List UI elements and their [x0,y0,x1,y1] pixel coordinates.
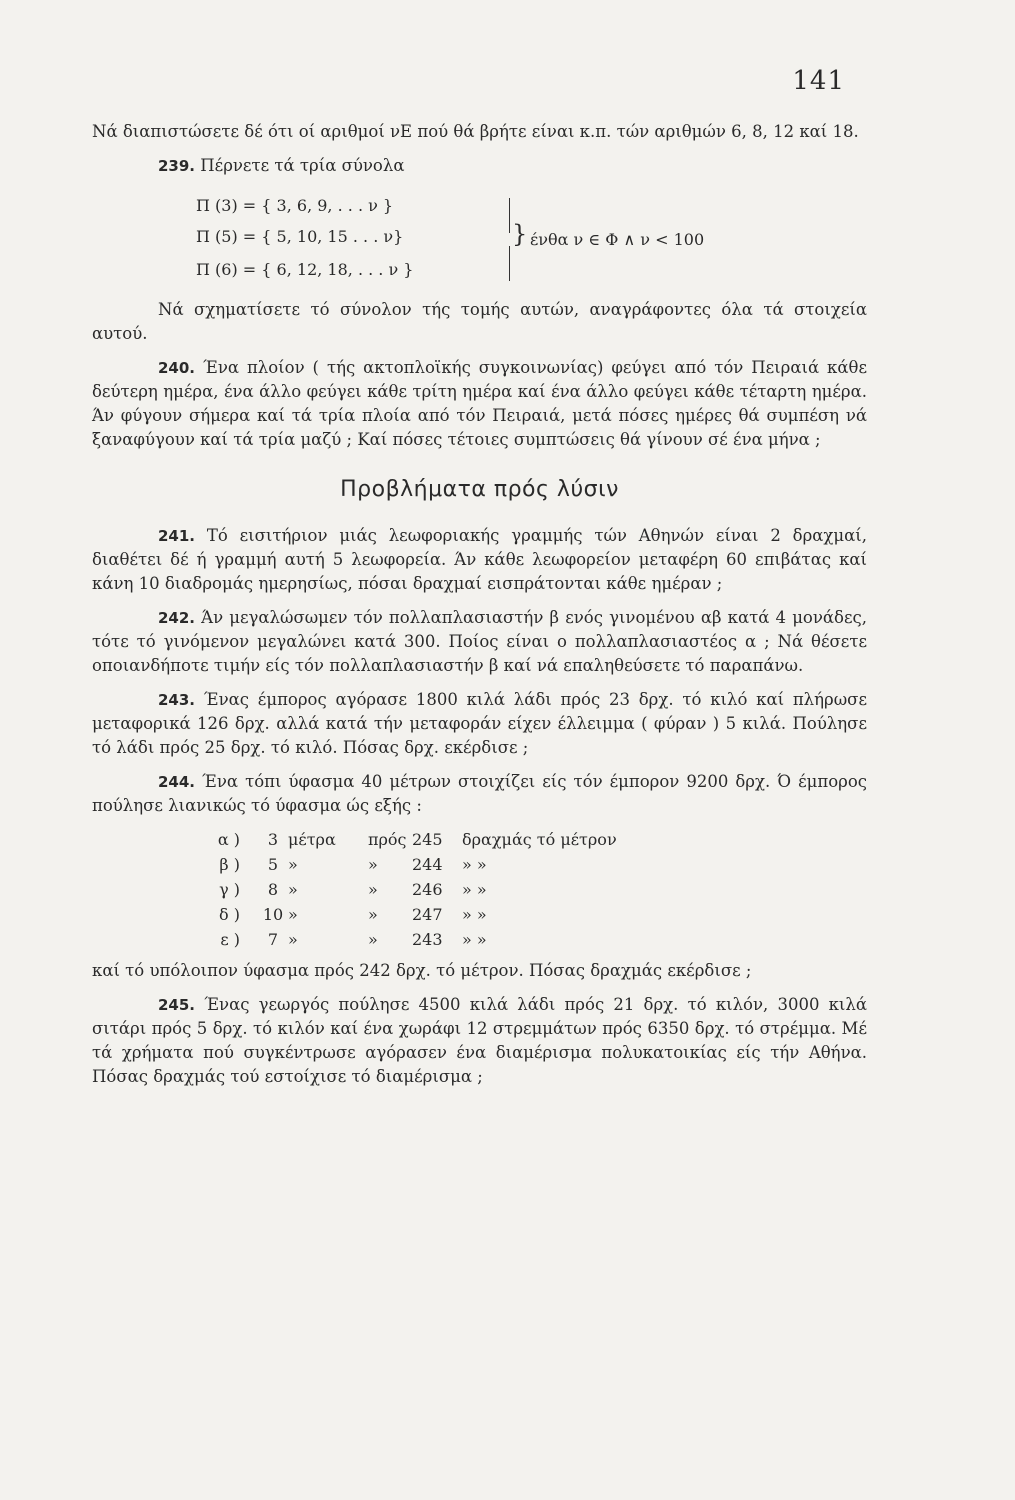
problem-text: Πέρνετε τά τρία σύνολα [200,156,405,175]
problem-number: 240. [158,359,196,377]
problem-text: Ένας έμπορος αγόρασε 1800 κιλά λάδι πρός 23 δρχ. τό κιλό καί πλήρωσε μεταφορικά 126 δρχ. αλλά κατά τήν μεταφοράν είχεν έλλειμμα ( φύραν ) 5 κιλά. Πούλησε τό λάδι πρός 25 δρχ. τό κιλό. Πόσας δρχ. εκέρδισε ; [92,690,867,757]
problem-243 [92,688,867,760]
problem-number: 245. [158,996,196,1014]
price-row: δ ) 10 » » 247 » » [219,905,487,924]
problem-239 [92,154,867,346]
page-number: 141 [792,66,845,96]
set-condition: ένθα ν ∈ Φ ∧ ν < 100 [530,230,705,249]
brace-line [509,246,510,281]
set-row: Π (5) = { 5, 10, 15 . . . ν} [196,227,404,246]
problem-number: 243. [158,691,196,709]
price-row: ε ) 7 » » 243 » » [220,930,487,949]
brace-line [509,198,510,233]
price-row: β ) 5 » » 244 » » [219,855,487,874]
problem-text: Άν μεγαλώσωμεν τόν πολλαπλασιαστήν β ενός γινομένου αβ κατά 4 μονάδες, τότε τό γινόμενον μεγαλώνει κατά 300. Ποίος είναι ο πολλαπλασιαστέος α ; Νά θέσετε οποιανδήποτε τιμήν είς τόν πολλαπλασιαστήν β καί νά επαληθεύσετε τό παραπάνω. [92,608,867,675]
set-definitions [92,188,867,288]
brace-tip: } [512,220,528,248]
problem-240 [92,356,867,452]
set-row: Π (6) = { 6, 12, 18, . . . ν } [196,260,414,279]
set-row: Π (3) = { 3, 6, 9, . . . ν } [196,196,394,215]
section-title: Προβλήματα πρός λύσιν [340,477,619,502]
page-body [92,120,867,1099]
problem-241 [92,524,867,596]
problem-text: καί τό υπόλοιπον ύφασμα πρός 242 δρχ. τό μέτρον. Πόσας δραχμάς εκέρδισε ; [92,961,752,980]
problem-number: 241. [158,527,196,545]
problem-text: Τό εισιτήριον μιάς λεωφοριακής γραμμής τών Αθηνών είναι 2 δραχμαί, διαθέτει δέ ή γραμμή αυτή 5 λεωφορεία. Άν κάθε λεωφορείον μεταφέρη 60 επιβάτας καί κάνη 10 διαδρομάς ημερησίως, πόσαι δραχμαί εισπράτονται κάθε ημέραν ; [92,526,867,593]
problem-number: 244. [158,773,196,791]
price-row: α ) 3 μέτρα πρός 245 δραχμάς τό μέτρον [217,830,617,849]
problem-245 [92,993,867,1089]
problem-text: Νά σχηματίσετε τό σύνολον τής τομής αυτών, αναγράφοντες όλα τά στοιχεία αυτού. [92,300,867,343]
problem-text: Ένα τόπι ύφασμα 40 μέτρων στοιχίζει είς τόν έμπορον 9200 δρχ. Ό έμπορος πούλησε λιανικώς τό ύφασμα ώς εξής : [92,772,868,815]
problem-number: 242. [158,609,196,627]
intro-paragraph: Νά διαπιστώσετε δέ ότι οί αριθμοί νΕ πού θά βρήτε είναι κ.π. τών αριθμών 6, 8, 12 καί 18. [92,122,859,141]
problem-242 [92,606,867,678]
problem-number: 239. [158,157,196,175]
problem-text: Ένα πλοίον ( τής ακτοπλοϊκής συγκοινωνίας) φεύγει από τόν Πειραιά κάθε δεύτερη ημέρα, ένα άλλο φεύγει κάθε τρίτη ημέρα καί ένα άλλο φεύγει κάθε τέταρτη ημέρα. Άν φύγουν σήμερα καί τά τρία πλοία από τόν Πειραιά, μετά πόσες ημέρες θά συμπέση νά ξαναφύγουν καί τά τρία μαζύ ; Καί πόσες τέτοιες συμπτώσεις θά γίνουν σέ ένα μήνα ; [92,358,867,449]
price-row: γ ) 8 » » 246 » » [219,880,487,899]
problem-244 [92,770,867,983]
problem-text: Ένας γεωργός πούλησε 4500 κιλά λάδι πρός 21 δρχ. τό κιλόν, 3000 κιλά σιτάρι πρός 5 δρχ. τό κιλόν καί ένα χωράφι 12 στρεμμάτων πρός 6350 δρχ. τό στρέμμα. Μέ τά χρήματα πού συγκέντρωσε αγόρασεν ένα διαμέρισμα πολυκατοικίας είς τήν Αθήνα. Πόσας δραχμάς τού εστοίχισε τό διαμέρισμα ; [92,995,867,1086]
price-list [92,828,867,953]
